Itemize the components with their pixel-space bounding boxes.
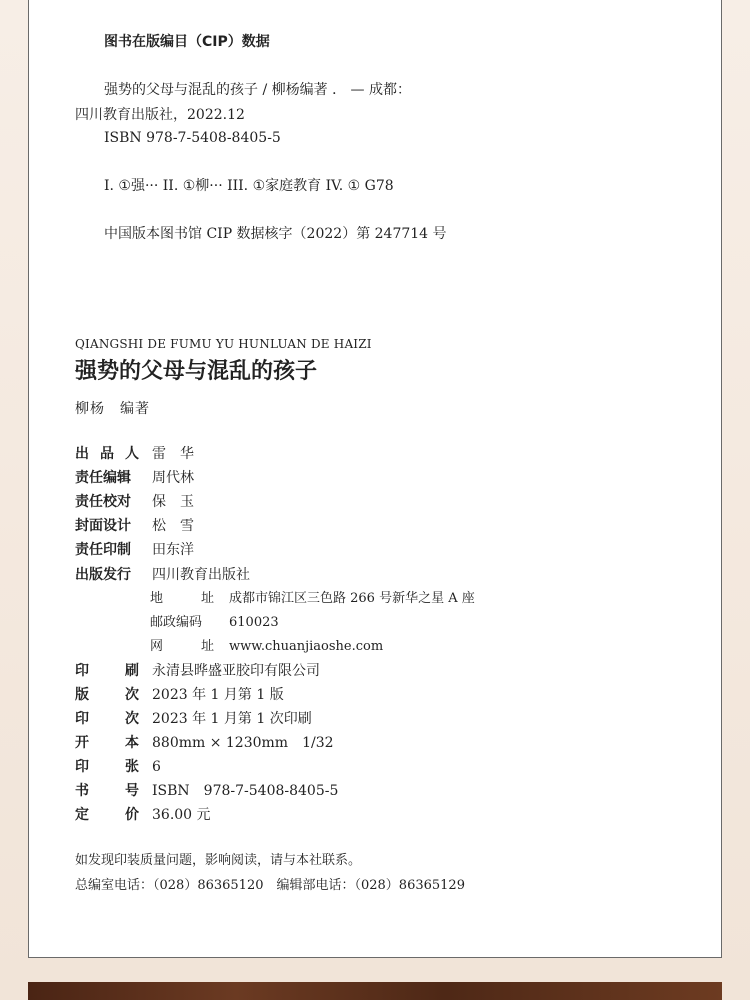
cip-classification: I. ①强··· II. ①柳··· III. ①家庭教育 IV. ① G78 bbox=[104, 178, 394, 194]
credit-label-cover-design: 封面设计 bbox=[75, 518, 131, 534]
cip-title-line: 强势的父母与混乱的孩子 / 柳杨编著 ． — 成都： bbox=[104, 82, 411, 98]
book-author: 柳杨 编著 bbox=[75, 401, 150, 417]
bottom-wood-strip bbox=[28, 982, 722, 1000]
credit-label-proofreader: 责任校对 bbox=[75, 494, 131, 510]
credit-label-distribution: 出版发行 bbox=[75, 567, 131, 583]
print-label-sheets: 印 张 bbox=[75, 759, 139, 775]
cip-library-record: 中国版本图书馆 CIP 数据核字（2022）第 247714 号 bbox=[104, 226, 447, 242]
print-label-printer: 印 刷 bbox=[75, 663, 139, 679]
credit-value-distribution: 四川教育出版社 bbox=[152, 567, 250, 583]
credit-value-proofreader: 保 玉 bbox=[152, 494, 194, 510]
publisher-address: 成都市锦江区三色路 266 号新华之星 A 座 bbox=[229, 591, 475, 606]
cip-heading: 图书在版编目（CIP）数据 bbox=[104, 34, 270, 50]
print-value-impression: 2023 年 1 月第 1 次印刷 bbox=[152, 711, 312, 727]
print-label-format: 开 本 bbox=[75, 735, 139, 751]
print-value-sheets: 6 bbox=[152, 759, 161, 775]
contact-phones: 总编室电话：（028）86365120 编辑部电话：（028）86365129 bbox=[75, 878, 465, 893]
publisher-address-label: 地 址 bbox=[150, 591, 214, 606]
pinyin-title: QIANGSHI DE FUMU YU HUNLUAN DE HAIZI bbox=[75, 337, 372, 351]
print-value-isbn: ISBN 978-7-5408-8405-5 bbox=[152, 783, 339, 799]
credit-label-editor: 责任编辑 bbox=[75, 470, 131, 486]
publisher-postcode-label: 邮政编码 bbox=[150, 615, 203, 630]
print-value-edition: 2023 年 1 月第 1 版 bbox=[152, 687, 284, 703]
credit-value-editor: 周代林 bbox=[152, 470, 194, 486]
credit-value-cover-design: 松 雪 bbox=[152, 518, 194, 534]
quality-notice: 如发现印装质量问题，影响阅读，请与本社联系。 bbox=[75, 853, 362, 868]
credit-value-publisher-person: 雷 华 bbox=[152, 446, 194, 462]
publisher-postcode: 610023 bbox=[229, 615, 279, 630]
print-label-impression: 印 次 bbox=[75, 711, 139, 727]
publisher-website: www.chuanjiaoshe.com bbox=[229, 639, 384, 654]
cip-publisher-line: 四川教育出版社，2022.12 bbox=[75, 107, 245, 123]
publisher-website-label: 网 址 bbox=[150, 639, 214, 654]
credit-label-print-supervisor: 责任印制 bbox=[75, 542, 131, 558]
print-label-edition: 版 次 bbox=[75, 687, 139, 703]
print-value-price: 36.00 元 bbox=[152, 807, 211, 823]
print-value-printer: 永清县晔盛亚胶印有限公司 bbox=[152, 663, 320, 679]
print-label-isbn: 书 号 bbox=[75, 783, 139, 799]
book-title: 强势的父母与混乱的孩子 bbox=[75, 358, 318, 384]
cip-isbn-line: ISBN 978-7-5408-8405-5 bbox=[104, 130, 281, 146]
print-value-format: 880mm × 1230mm 1/32 bbox=[152, 735, 334, 751]
credit-value-print-supervisor: 田东洋 bbox=[152, 542, 194, 558]
print-label-price: 定 价 bbox=[75, 807, 139, 823]
credit-label-publisher-person: 出 品 人 bbox=[75, 446, 139, 462]
